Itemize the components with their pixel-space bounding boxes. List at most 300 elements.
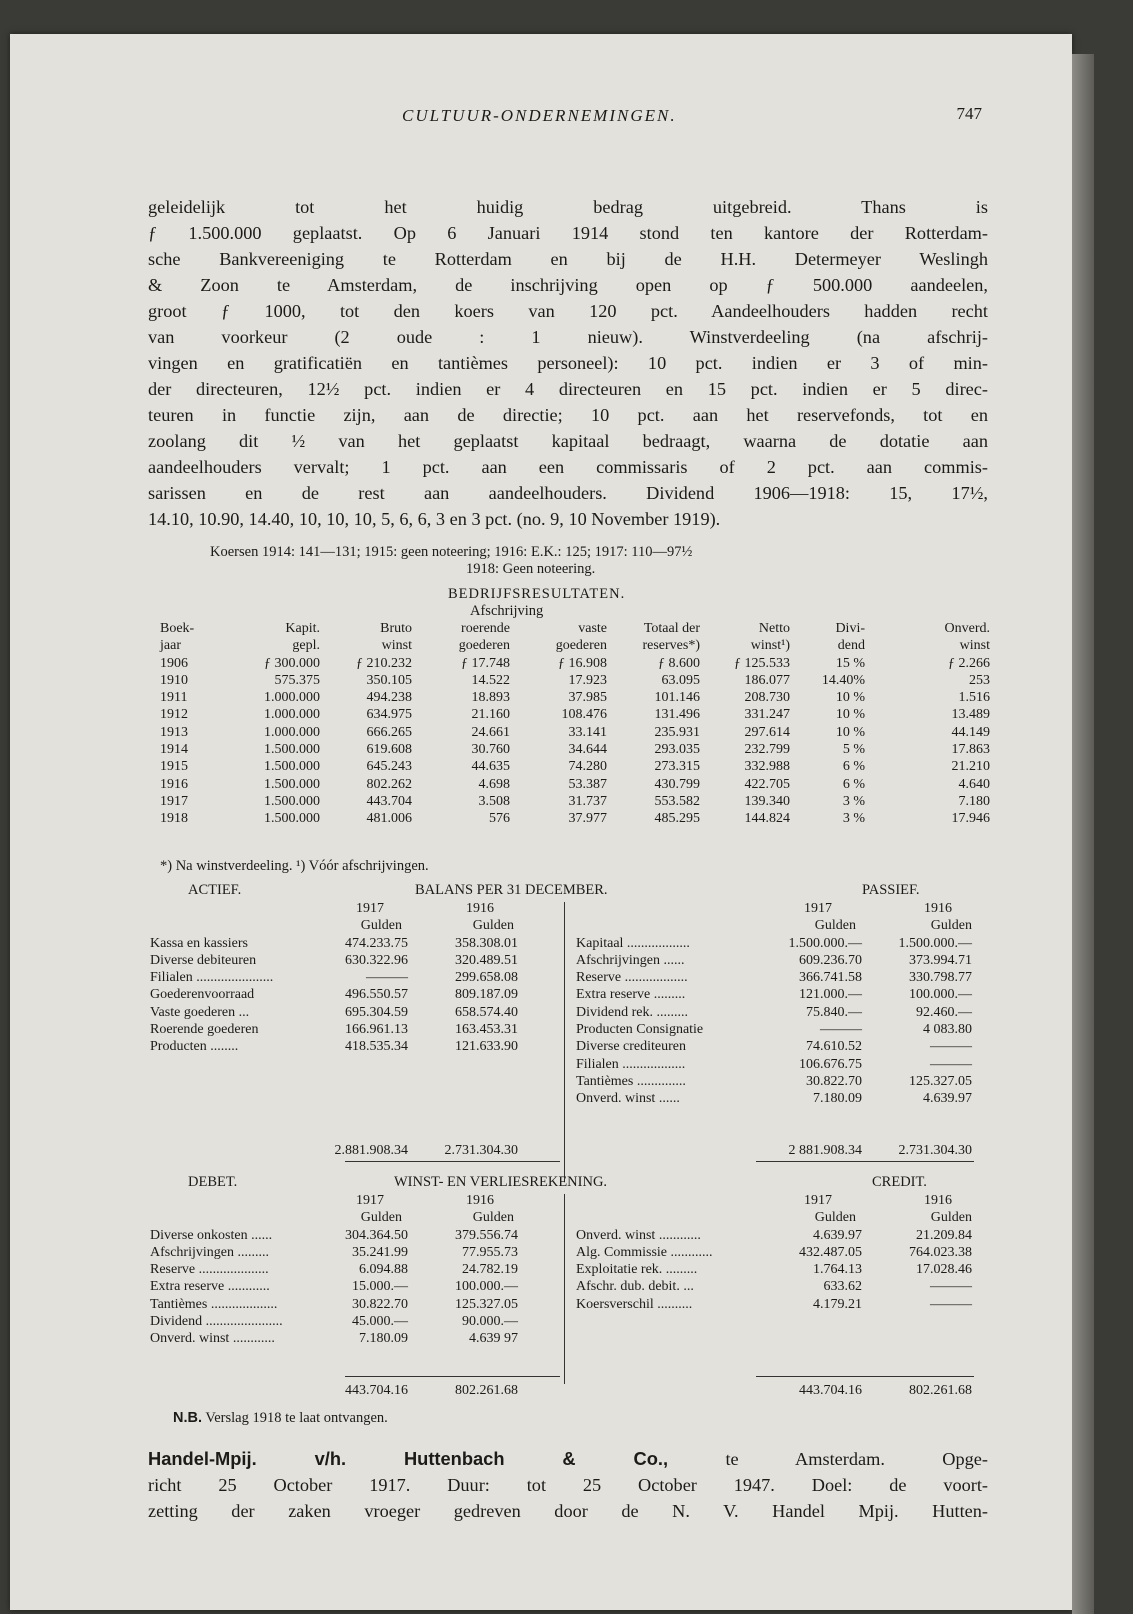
intro-line: ƒ 1.500.000 geplaatst. Op 6 Januari 1914 stond ten kantore der Rotterdam-	[148, 223, 988, 243]
results-cell: 293.035	[654, 742, 700, 758]
results-cell: 6 %	[842, 776, 865, 792]
pl-cell: Koersverschil ..........	[576, 1296, 693, 1312]
balance-cell: 418.535.34	[345, 1039, 408, 1055]
results-row	[160, 706, 990, 723]
pl-cell: Afschrijvingen .........	[150, 1244, 269, 1260]
nb-label: N.B.	[173, 1410, 202, 1426]
pl-cell: 77.955.73	[462, 1244, 518, 1260]
pl-totals	[150, 1382, 992, 1399]
intro-line: geleidelijk tot het huidig bedrag uitgebreid. Thans is	[148, 197, 988, 217]
results-cell: 33.141	[568, 724, 607, 740]
balance-cell: Afschrijvingen ......	[576, 952, 685, 968]
pl-cell: Dividend ......................	[150, 1314, 283, 1330]
intro-line: sarissen en de rest aan aandeelhouders. Dividend 1906—1918: 15, 17½,	[148, 483, 988, 503]
pl-row	[150, 1313, 992, 1330]
pl-left-rule	[345, 1376, 560, 1377]
intro-line: vingen en gratificatiën en tantièmes personeel): 10 pct. indien er 3 of min-	[148, 353, 988, 373]
balance-cell: 474.233.75	[345, 935, 408, 951]
results-cell: 4.698	[478, 776, 510, 792]
results-cell: 1.516	[958, 690, 990, 706]
results-cell: 422.705	[744, 776, 790, 792]
balance-cell: 4.639.97	[923, 1091, 972, 1107]
results-cell: 30.760	[471, 742, 510, 758]
balance-cell: 163.453.31	[455, 1022, 518, 1038]
balance-row	[150, 986, 992, 1003]
results-cell: 14.40%	[821, 672, 865, 688]
results-cell: 576	[489, 811, 510, 827]
results-cell: 208.730	[744, 690, 790, 706]
balance-year-cell: 1916	[924, 901, 952, 916]
results-cell: 1.500.000	[264, 793, 320, 809]
results-header-cell: reserves*)	[642, 638, 700, 654]
results-cell: 53.387	[568, 776, 607, 792]
results-header-cell: roerende	[461, 621, 510, 636]
pl-cell: 4.639.97	[813, 1227, 862, 1243]
pl-total: 443.704.16	[799, 1383, 862, 1399]
balance-cell: Goederenvoorraad	[150, 987, 255, 1003]
results-header-cell: vaste	[578, 621, 607, 636]
intro-line: der directeuren, 12½ pct. indien er 4 directeuren en 15 pct. indien er 5 direc-	[148, 379, 988, 399]
balance-right-rule	[756, 1161, 974, 1162]
balance-unit-cell: Gulden	[930, 918, 972, 934]
results-header-row	[160, 637, 990, 654]
balance-unit-cell: Gulden	[814, 918, 856, 934]
results-cell: 15 %	[835, 655, 865, 671]
results-cell: 10 %	[835, 707, 865, 723]
pl-year-cell: 1916	[924, 1193, 952, 1208]
results-cell: ƒ 16.908	[558, 655, 607, 671]
results-cell: 1914	[160, 742, 188, 758]
pl-cell: 17.028.46	[916, 1262, 972, 1278]
balance-cell: 630.322.96	[345, 952, 408, 968]
balance-title: BALANS PER 31 DECEMBER.	[415, 882, 608, 898]
nb-text: Verslag 1918 te laat ontvangen.	[205, 1410, 388, 1426]
results-cell: 232.799	[744, 742, 790, 758]
next-entry-line-3: zetting der zaken vroeger gedreven door de N. V. Handel Mpij. Hutten-	[148, 1501, 988, 1521]
results-cell: 63.095	[661, 672, 700, 688]
pl-cell: Afschr. dub. debit. ...	[576, 1279, 694, 1295]
results-cell: 253	[969, 672, 990, 688]
results-cell: 1915	[160, 759, 188, 775]
balance-cell: 373.994.71	[909, 952, 972, 968]
pl-cell: 30.822.70	[352, 1296, 408, 1312]
results-row	[160, 724, 990, 741]
results-cell: 1917	[160, 793, 188, 809]
pl-cell: Tantièmes ...................	[150, 1296, 278, 1312]
results-table	[160, 620, 990, 828]
pl-cell: 24.782.19	[462, 1262, 518, 1278]
pl-cell: 379.556.74	[455, 1227, 518, 1243]
results-row	[160, 810, 990, 827]
results-cell: 7.180	[958, 793, 990, 809]
results-header-cell: Divi-	[835, 621, 865, 636]
pl-year-cell: 1917	[356, 1193, 384, 1208]
results-cell: 44.149	[951, 724, 990, 740]
pl-cell: 100.000.—	[455, 1279, 518, 1295]
results-cell: 17.946	[951, 811, 990, 827]
results-title: BEDRIJFSRESULTATEN.	[448, 586, 626, 602]
results-cell: 1913	[160, 724, 188, 740]
balance-cell: 100.000.—	[909, 987, 972, 1003]
balance-cell: 121.000.—	[799, 987, 862, 1003]
results-cell: ƒ 210.232	[356, 655, 412, 671]
pl-cell: ———	[930, 1279, 972, 1295]
balance-table	[150, 900, 992, 1159]
balance-row	[150, 969, 992, 986]
next-entry-line-2: richt 25 October 1917. Duur: tot 25 October 1947. Doel: de voort-	[148, 1475, 988, 1495]
results-header-row	[160, 620, 990, 637]
balance-total: 2 881.908.34	[788, 1143, 862, 1159]
running-title: CULTUUR-ONDERNEMINGEN.	[402, 106, 677, 125]
results-row	[160, 776, 990, 793]
balance-totals	[150, 1142, 992, 1159]
pl-row	[150, 1227, 992, 1244]
balance-row	[150, 1073, 992, 1090]
intro-paragraph	[148, 194, 988, 532]
results-cell: 1.500.000	[264, 759, 320, 775]
balance-divider	[564, 902, 565, 1182]
pl-unit-cell: Gulden	[814, 1210, 856, 1226]
pl-cell: Onverd. winst ............	[150, 1331, 275, 1347]
balance-cell: Kapitaal ..................	[576, 935, 690, 951]
results-header-cell: goederen	[458, 638, 510, 654]
balance-cell: 166.961.13	[345, 1022, 408, 1038]
results-cell: 4.640	[958, 776, 990, 792]
pl-cell: 35.241.99	[352, 1244, 408, 1260]
pl-row	[150, 1278, 992, 1295]
results-cell: 108.476	[561, 707, 607, 723]
pl-row	[150, 1296, 992, 1313]
balance-cell: 299.658.08	[455, 970, 518, 986]
pl-total: 802.261.68	[455, 1383, 518, 1399]
balance-row	[150, 1004, 992, 1021]
balance-cell: 7.180.09	[813, 1091, 862, 1107]
results-cell: 481.006	[366, 811, 412, 827]
results-cell: 494.238	[366, 690, 412, 706]
balance-cell: 121.633.90	[455, 1039, 518, 1055]
results-cell: 1.000.000	[264, 724, 320, 740]
pl-cell: Diverse onkosten ......	[150, 1227, 273, 1243]
balance-total: 2.731.304.30	[898, 1143, 972, 1159]
intro-line: & Zoon te Amsterdam, de inschrijving open op ƒ 500.000 aandeelen,	[148, 275, 988, 295]
balance-cell: ———	[366, 970, 408, 986]
balance-cell: 74.610.52	[806, 1039, 862, 1055]
results-cell: 74.280	[568, 759, 607, 775]
results-header-cell: gepl.	[292, 638, 320, 654]
balance-cell: 1.500.000.—	[898, 935, 972, 951]
balance-year-cell: 1917	[804, 901, 832, 916]
pl-cell: 90.000.—	[462, 1314, 518, 1330]
balance-year-cell: 1916	[466, 901, 494, 916]
pl-total: 443.704.16	[345, 1383, 408, 1399]
balance-cell: Producten ........	[150, 1039, 239, 1055]
balance-row	[150, 1090, 992, 1107]
results-header-cell: Boek-	[160, 621, 195, 636]
pl-cell: 21.209.84	[916, 1227, 972, 1243]
balance-cell: 358.308.01	[455, 935, 518, 951]
results-cell: 1910	[160, 672, 188, 688]
results-cell: 10 %	[835, 690, 865, 706]
balance-unit-cell: Gulden	[360, 918, 402, 934]
results-cell: 1.500.000	[264, 811, 320, 827]
results-row	[160, 655, 990, 672]
balance-cell: 320.489.51	[455, 952, 518, 968]
balance-cell: 496.550.57	[345, 987, 408, 1003]
intro-line: 14.10, 10.90, 14.40, 10, 10, 10, 5, 6, 6, 3 en 3 pct. (no. 9, 10 November 1919).	[148, 509, 721, 529]
results-cell: 21.210	[951, 759, 990, 775]
company-name: Handel-Mpij. v/h. Huttenbach & Co.,	[148, 1448, 669, 1469]
balance-cell: 75.840.—	[806, 1004, 862, 1020]
results-cell: 44.635	[471, 759, 510, 775]
pl-cell: Alg. Commissie ............	[576, 1244, 713, 1260]
results-header-cell: winst	[381, 638, 412, 654]
results-cell: 1912	[160, 707, 188, 723]
balance-cell: Tantièmes ..............	[576, 1073, 686, 1089]
pl-cell: 4.179.21	[813, 1296, 862, 1312]
results-cell: 645.243	[366, 759, 412, 775]
balance-cell: Kassa en kassiers	[150, 935, 248, 951]
results-header-cell: Bruto	[380, 621, 412, 636]
balance-cell: 609.236.70	[799, 952, 862, 968]
intro-line: teuren in functie zijn, aan de directie; 10 pct. aan het reservefonds, tot en	[148, 405, 988, 425]
results-cell: 297.614	[744, 724, 790, 740]
balance-cell: 106.676.75	[799, 1056, 862, 1072]
results-cell: 1.500.000	[264, 742, 320, 758]
pl-year-cell: 1917	[804, 1193, 832, 1208]
results-row	[160, 741, 990, 758]
results-cell: 634.975	[366, 707, 412, 723]
results-cell: 14.522	[471, 672, 510, 688]
balance-cell: Diverse crediteuren	[576, 1039, 686, 1055]
results-cell: 1918	[160, 811, 188, 827]
pl-cell: 125.327.05	[455, 1296, 518, 1312]
results-header-cell: Kapit.	[285, 621, 320, 636]
balance-cell: Diverse debiteuren	[150, 952, 257, 968]
pl-cell: 15.000.—	[352, 1279, 408, 1295]
balance-unit-cell: Gulden	[472, 918, 514, 934]
koersen-line-1: Koersen 1914: 141—131; 1915: geen noteering; 1916: E.K.: 125; 1917: 110—97½	[210, 544, 693, 560]
results-cell: 34.644	[568, 742, 607, 758]
results-cell: 13.489	[951, 707, 990, 723]
intro-line: van voorkeur (2 oude : 1 nieuw). Winstverdeeling (na afschrij-	[148, 327, 988, 347]
balance-cell: Vaste goederen ...	[150, 1004, 250, 1020]
results-header-cell: winst	[959, 638, 990, 654]
results-cell: 1.500.000	[264, 776, 320, 792]
pl-unit-cell: Gulden	[360, 1210, 402, 1226]
results-cell: 350.105	[366, 672, 412, 688]
balance-right-label: PASSIEF.	[862, 882, 920, 898]
intro-line: sche Bankvereeniging te Rotterdam en bij de H.H. Determeyer Weslingh	[148, 249, 988, 269]
pl-cell: 432.487.05	[799, 1244, 862, 1260]
pl-cell: 764.023.38	[909, 1244, 972, 1260]
intro-line: aandeelhouders vervalt; 1 pct. aan een commissaris of 2 pct. aan commis-	[148, 457, 988, 477]
results-cell: 24.661	[471, 724, 510, 740]
balance-cell: Extra reserve .........	[576, 987, 686, 1003]
balance-cell: 366.741.58	[799, 970, 862, 986]
pl-right-label: CREDIT.	[872, 1174, 927, 1190]
results-cell: 18.893	[471, 690, 510, 706]
results-cell: 1911	[160, 690, 188, 706]
afschrijving-header: Afschrijving	[470, 603, 544, 619]
pl-row	[150, 1244, 992, 1261]
pl-unit-cell: Gulden	[930, 1210, 972, 1226]
results-row	[160, 672, 990, 689]
pl-cell: Exploitatie rek. .........	[576, 1262, 698, 1278]
balance-total: 2.881.908.34	[334, 1143, 408, 1159]
koersen-line-2: 1918: Geen noteering.	[466, 561, 596, 577]
pl-cell: 6.094.88	[359, 1262, 408, 1278]
balance-cell: ———	[930, 1056, 972, 1072]
results-cell: 6 %	[842, 759, 865, 775]
results-cell: 430.799	[654, 776, 700, 792]
results-row	[160, 689, 990, 706]
results-cell: 17.923	[568, 672, 607, 688]
next-entry-line-1-rest: te Amsterdam. Opge-	[725, 1449, 988, 1469]
balance-cell: 809.187.09	[455, 987, 518, 1003]
balance-row	[150, 1038, 992, 1055]
pl-divider	[564, 1194, 565, 1384]
results-cell: ƒ 17.748	[461, 655, 510, 671]
balance-year-cell: 1917	[356, 901, 384, 916]
balance-cell: 658.574.40	[455, 1004, 518, 1020]
results-cell: 144.824	[744, 811, 790, 827]
balance-cell: Roerende goederen	[150, 1022, 259, 1038]
balance-left-rule	[345, 1161, 560, 1162]
pl-cell: Onverd. winst ............	[576, 1227, 701, 1243]
pl-right-rule	[756, 1376, 974, 1377]
balance-cell: 4 083.80	[923, 1022, 972, 1038]
results-header-cell: Onverd.	[944, 621, 990, 636]
results-cell: 575.375	[274, 672, 320, 688]
balance-left-label: ACTIEF.	[188, 882, 242, 898]
results-cell: 802.262	[366, 776, 412, 792]
results-cell: 619.608	[366, 742, 412, 758]
balance-cell: ———	[930, 1039, 972, 1055]
balance-cell: Onverd. winst ......	[576, 1091, 680, 1107]
results-cell: 3 %	[842, 793, 865, 809]
pl-title: WINST- EN VERLIESREKENING.	[394, 1174, 608, 1190]
balance-cell: 30.822.70	[806, 1073, 862, 1089]
results-cell: 1906	[160, 655, 188, 671]
results-header-cell: jaar	[160, 638, 181, 654]
pl-cell: Extra reserve ............	[150, 1279, 270, 1295]
results-cell: 1.000.000	[264, 690, 320, 706]
results-header-cell: Netto	[758, 621, 790, 636]
results-cell: 1916	[160, 776, 188, 792]
pl-unit-cell: Gulden	[472, 1210, 514, 1226]
balance-row	[150, 1056, 992, 1073]
balance-cell: 92.460.—	[916, 1004, 972, 1020]
pl-cell: 633.62	[823, 1279, 862, 1295]
results-cell: ƒ 2.266	[948, 655, 990, 671]
results-cell: 553.582	[654, 793, 700, 809]
balance-cell: 1.500.000.—	[788, 935, 862, 951]
results-cell: 273.315	[654, 759, 700, 775]
results-cell: 1.000.000	[264, 707, 320, 723]
results-header-cell: winst¹)	[750, 638, 790, 654]
results-cell: 10 %	[835, 724, 865, 740]
results-cell: 3 %	[842, 811, 865, 827]
pl-row	[150, 1330, 992, 1347]
results-cell: 186.077	[744, 672, 790, 688]
balance-cell: ———	[820, 1022, 862, 1038]
balance-year-row	[150, 900, 992, 917]
results-cell: 131.496	[654, 707, 700, 723]
balance-row	[150, 952, 992, 969]
results-cell: ƒ 300.000	[264, 655, 320, 671]
results-cell: 485.295	[654, 811, 700, 827]
pl-cell: 1.764.13	[813, 1262, 862, 1278]
balance-cell: Filialen ..................	[576, 1056, 686, 1072]
nb-note	[173, 1410, 388, 1427]
results-cell: 21.160	[471, 707, 510, 723]
pl-year-row	[150, 1192, 992, 1209]
results-cell: 666.265	[366, 724, 412, 740]
pl-cell: 4.639 97	[469, 1331, 518, 1347]
balance-cell: 695.304.59	[345, 1004, 408, 1020]
pl-year-cell: 1916	[466, 1193, 494, 1208]
pl-cell: Reserve ....................	[150, 1262, 269, 1278]
pl-table	[150, 1192, 992, 1400]
results-header-cell: goederen	[555, 638, 607, 654]
pl-row	[150, 1261, 992, 1278]
results-cell: 101.146	[654, 690, 700, 706]
pl-cell: 7.180.09	[359, 1331, 408, 1347]
book-page	[10, 34, 1072, 1610]
balance-cell: Reserve ..................	[576, 970, 688, 986]
results-cell: 443.704	[366, 793, 412, 809]
results-cell: ƒ 125.533	[734, 655, 790, 671]
balance-row	[150, 935, 992, 952]
balance-cell: Dividend rek. .........	[576, 1004, 688, 1020]
results-header-cell: Totaal der	[643, 621, 700, 636]
balance-cell: 330.798.77	[909, 970, 972, 986]
balance-total: 2.731.304.30	[444, 1143, 518, 1159]
results-cell: ƒ 8.600	[658, 655, 700, 671]
results-footnote: *) Na winstverdeeling. ¹) Vóór afschrijvingen.	[160, 858, 429, 874]
results-cell: 139.340	[744, 793, 790, 809]
results-cell: 37.977	[568, 811, 607, 827]
intro-line: groot ƒ 1000, tot den koers van 120 pct. Aandeelhouders hadden recht	[148, 301, 988, 321]
next-entry-line-1	[148, 1446, 988, 1472]
balance-row	[150, 1021, 992, 1038]
intro-line: zoolang dit ½ van het geplaatst kapitaal bedraagt, waarna de dotatie aan	[148, 431, 988, 451]
page-number: 747	[956, 104, 982, 123]
results-cell: 37.985	[568, 690, 607, 706]
balance-cell: Producten Consignatie	[576, 1022, 704, 1038]
pl-total: 802.261.68	[909, 1383, 972, 1399]
results-cell: 3.508	[478, 793, 510, 809]
results-cell: 17.863	[951, 742, 990, 758]
balance-cell: 125.327.05	[909, 1073, 972, 1089]
balance-cell: Filialen ......................	[150, 970, 274, 986]
results-header-cell: dend	[837, 638, 865, 654]
balance-unit-row	[150, 917, 992, 934]
results-cell: 235.931	[654, 724, 700, 740]
pl-cell: 304.364.50	[345, 1227, 408, 1243]
results-cell: 31.737	[568, 793, 607, 809]
results-cell: 332.988	[744, 759, 790, 775]
pl-cell: ———	[930, 1296, 972, 1312]
results-cell: 5 %	[842, 742, 865, 758]
results-cell: 331.247	[744, 707, 790, 723]
next-entry	[148, 1446, 988, 1524]
pl-unit-row	[150, 1209, 992, 1226]
pl-left-label: DEBET.	[188, 1174, 238, 1190]
results-row	[160, 758, 990, 775]
pl-cell: 45.000.—	[352, 1314, 408, 1330]
results-row	[160, 793, 990, 810]
